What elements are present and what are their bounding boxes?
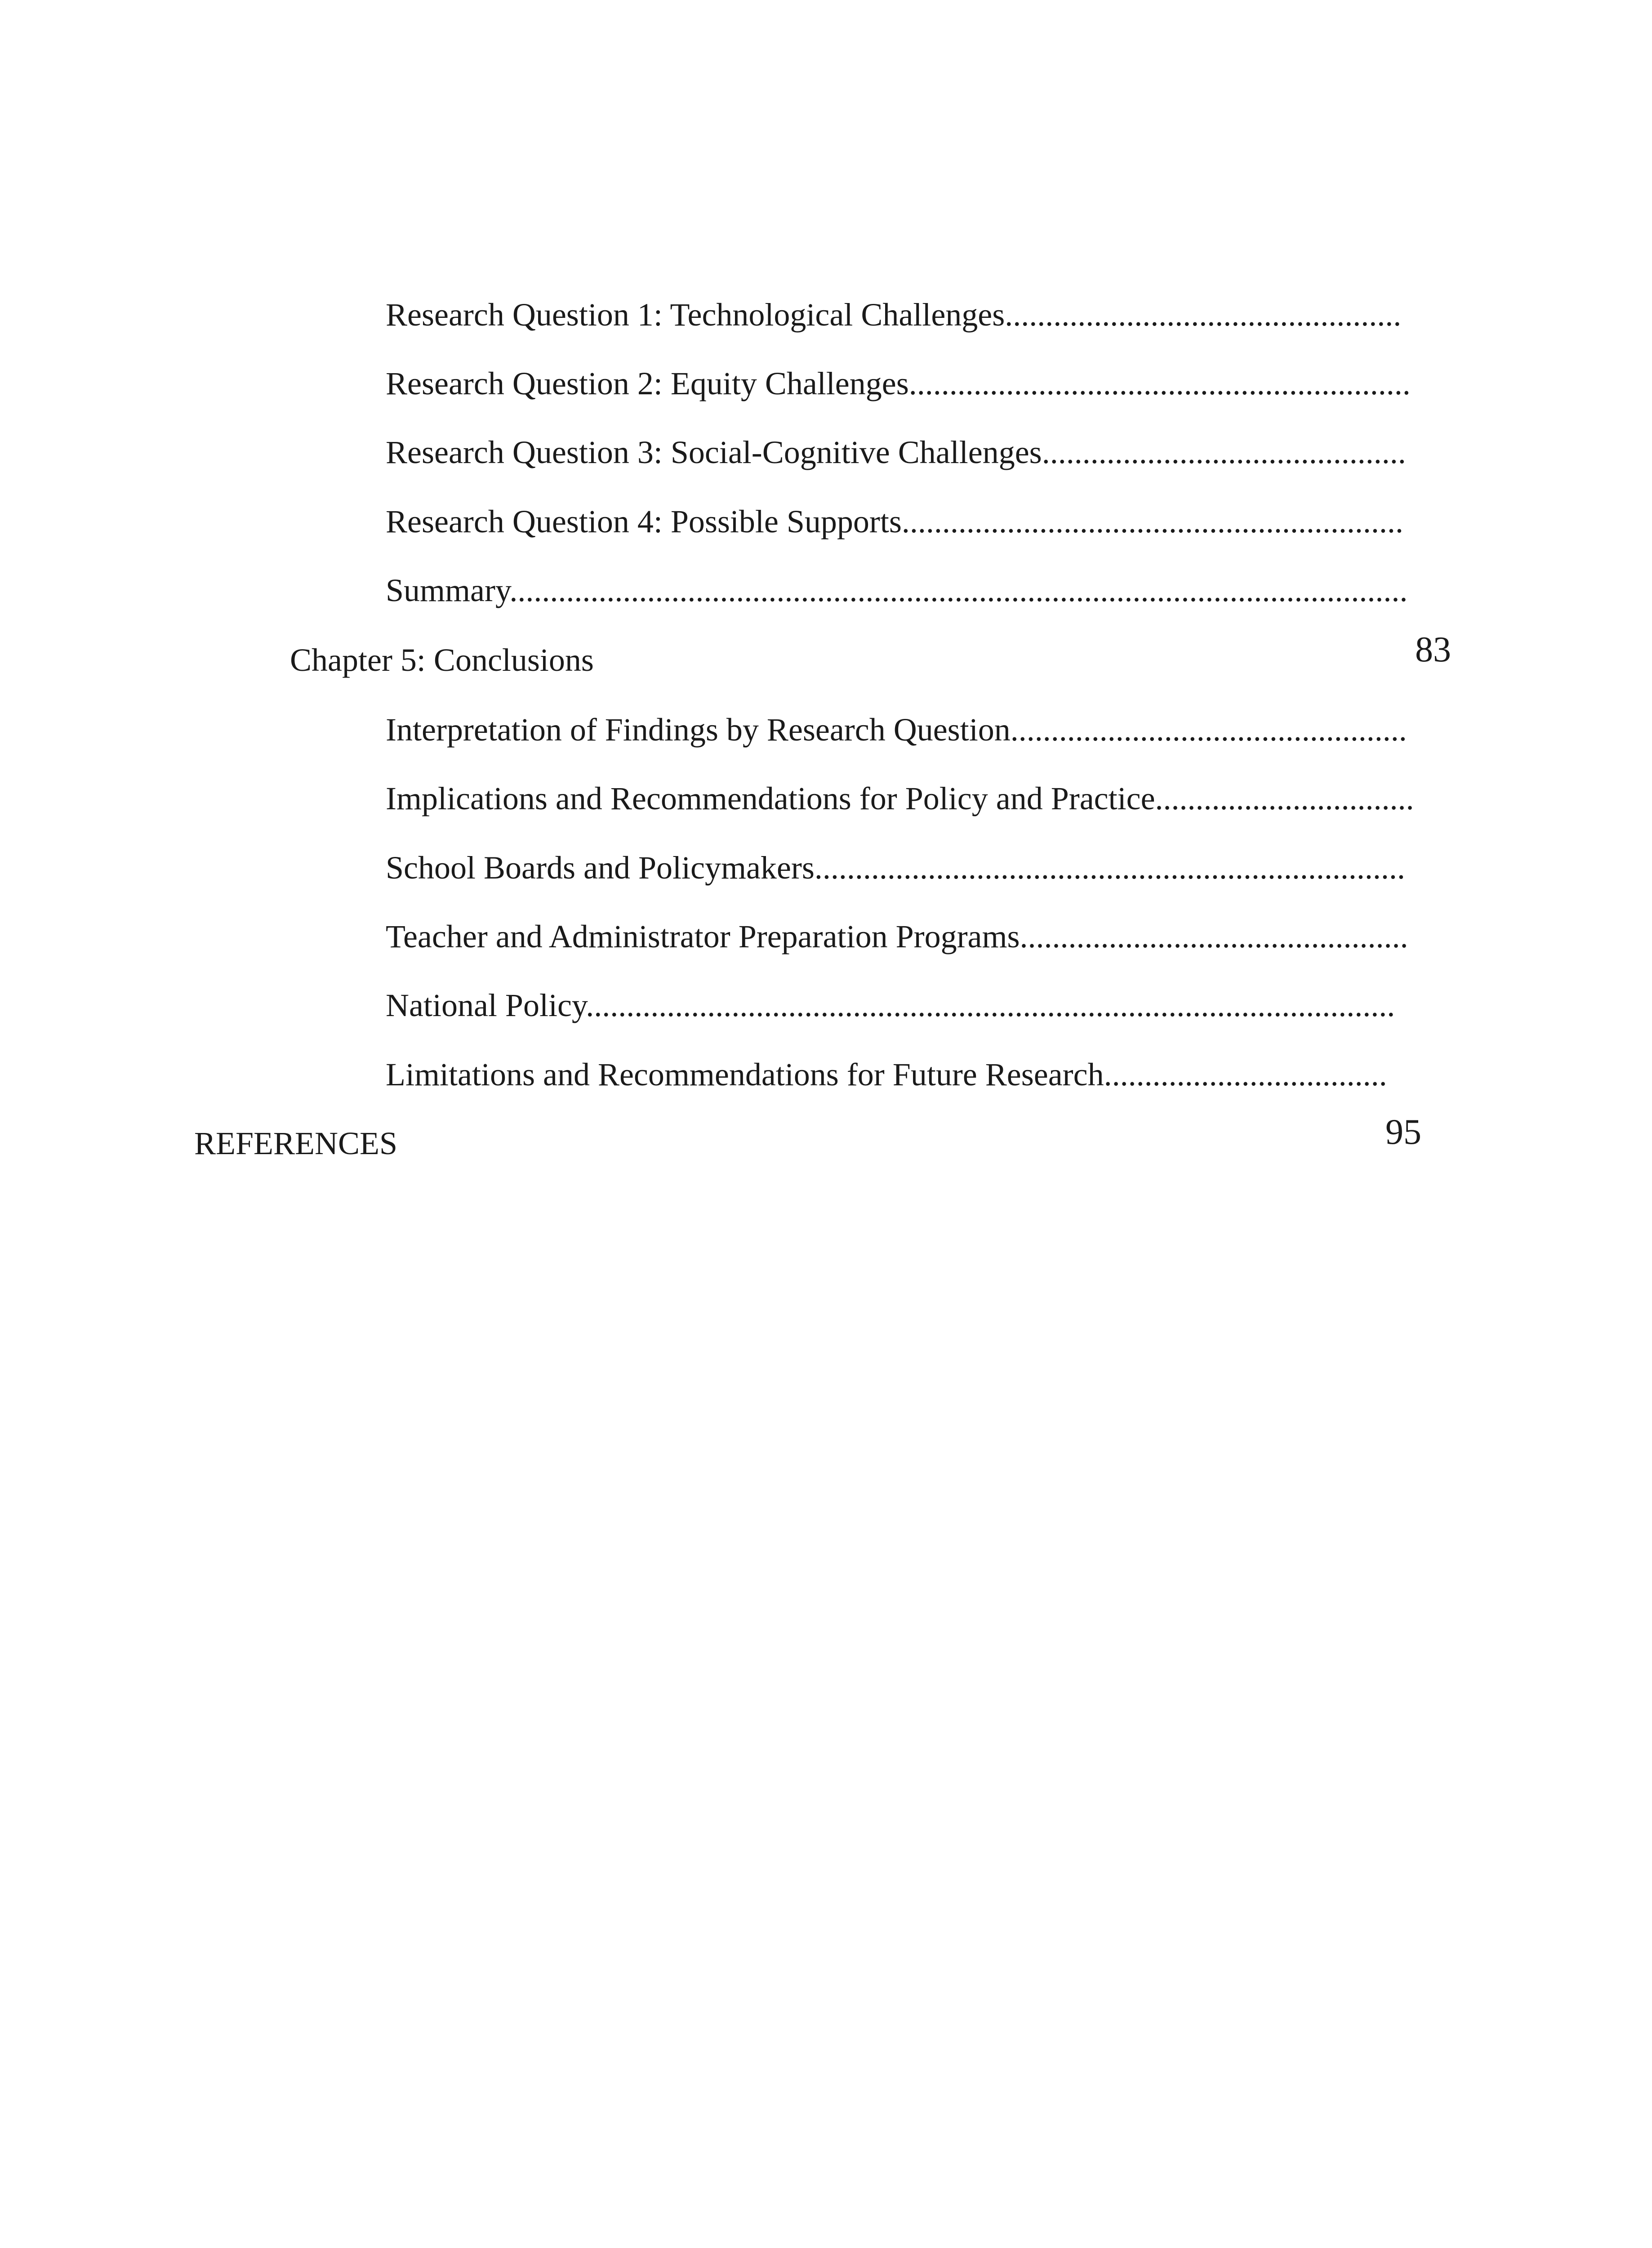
toc-references — [194, 1125, 397, 1161]
toc-entry-summary — [386, 572, 1407, 608]
toc-entry-title: Implications and Recommendations for Policy and Practice — [386, 781, 1155, 816]
toc-dot-leader: ................................... — [1104, 1057, 1387, 1093]
toc-entry-title: Research Question 2: Equity Challenges — [386, 366, 909, 401]
toc-dot-leader: ................................................. — [1010, 712, 1407, 748]
toc-entry-title: Limitations and Recommendations for Future Research — [386, 1057, 1104, 1093]
toc-dot-leader: ......................................................................... — [814, 850, 1405, 886]
toc-entry-implications — [386, 781, 1414, 816]
toc-dot-leader: .............................................................. — [901, 504, 1403, 540]
toc-entry-rq3 — [386, 434, 1406, 470]
toc-references-title: REFERENCES — [194, 1125, 398, 1161]
toc-entry-rq1 — [386, 297, 1401, 333]
toc-dot-leader: ................................................. — [1005, 297, 1402, 333]
toc-entry-national-policy — [386, 987, 1395, 1023]
toc-entry-title: Summary — [386, 572, 510, 608]
toc-page-number: 83 — [1415, 630, 1451, 669]
toc-entry-rq2 — [386, 366, 1411, 401]
toc-entry-title: Research Question 1: Technological Challenges — [386, 297, 1005, 333]
toc-entry-rq4 — [386, 504, 1403, 540]
toc-entry-title: Research Question 3: Social-Cognitive Challenges — [386, 434, 1042, 470]
toc-entry-title: Teacher and Administrator Preparation Programs — [386, 919, 1020, 955]
toc-entry-interpretation — [386, 712, 1407, 748]
toc-entry-title: Interpretation of Findings by Research Question — [386, 712, 1011, 748]
toc-dot-leader: ............................................................................................................... — [509, 572, 1408, 608]
toc-entry-preparation-programs — [386, 919, 1408, 955]
toc-entry-school-boards — [386, 850, 1405, 886]
toc-entry-limitations — [386, 1057, 1387, 1093]
toc-dot-leader: .............................................................. — [908, 366, 1411, 401]
toc-dot-leader: ............................................. — [1042, 434, 1406, 470]
toc-entry-title: Research Question 4: Possible Supports — [386, 504, 902, 540]
toc-entry-title: School Boards and Policymakers — [386, 850, 815, 886]
toc-chapter-title: Chapter 5: Conclusions — [290, 642, 594, 678]
toc-page-number: 95 — [1385, 1112, 1421, 1152]
toc-chapter-5 — [290, 642, 594, 678]
toc-dot-leader: .................................................................................................... — [586, 987, 1395, 1023]
toc-dot-leader: ................................ — [1155, 781, 1414, 816]
toc-dot-leader: ................................................ — [1020, 919, 1408, 955]
toc-entry-title: National Policy — [386, 987, 586, 1023]
